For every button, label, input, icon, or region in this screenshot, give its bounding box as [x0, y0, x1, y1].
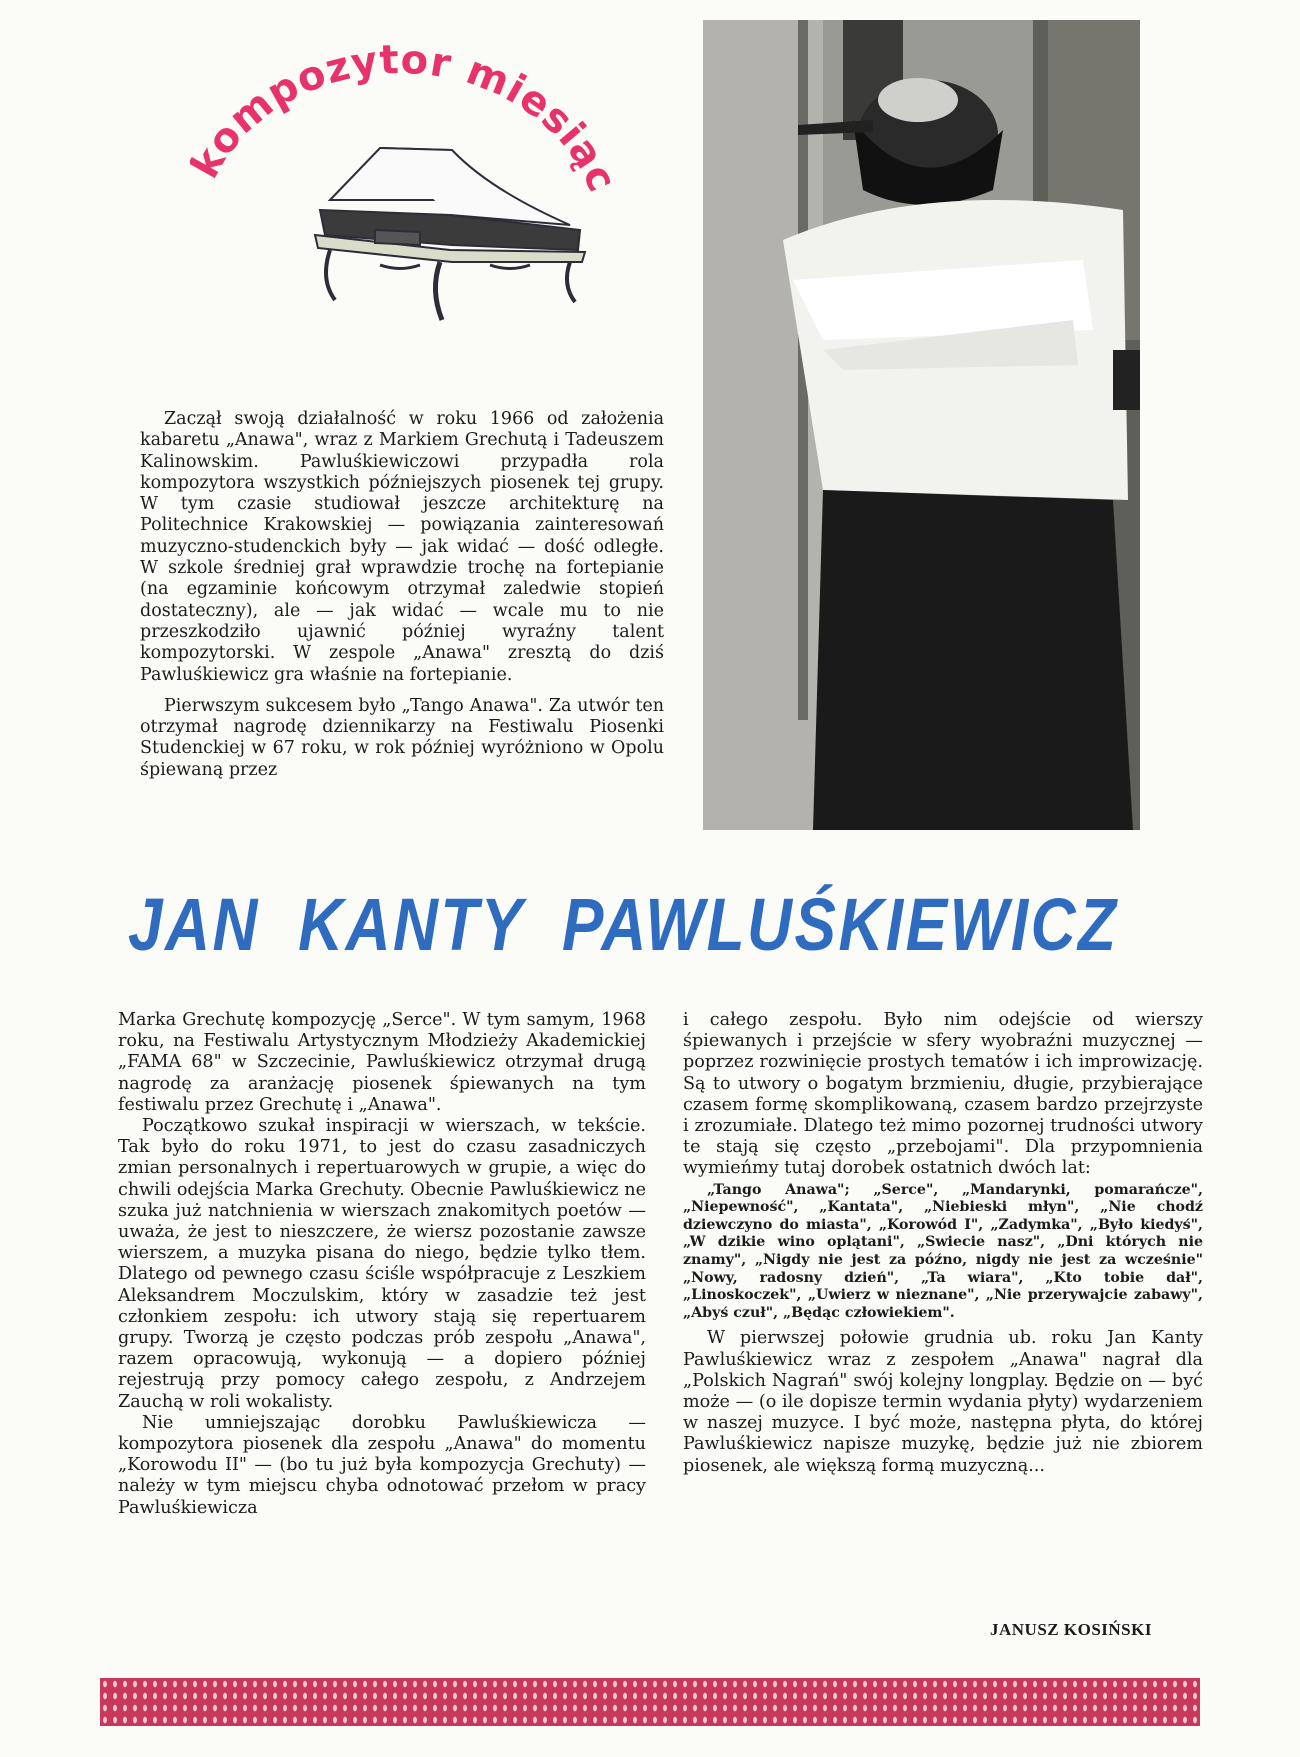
right-column	[683, 1010, 1203, 1477]
author-signature: JANUSZ KOSIŃSKI	[990, 1620, 1152, 1639]
body-paragraph: Początkowo szukał inspiracji w wierszach, w tekście. Tak było do roku 1971, to jest do czasu zasadniczych zmian personalnych i repertuarowych w grupie, a więc do chwili odejścia Marka Grechuty. Obecnie Pawluśkiewicz ne szuka już natchnienia w wierszach znakomitych poetów — uważa, że jest to nieszczere, że wiersz pozostanie zawsze wierszem, a muzyka pisana do niego, będzie tylko tłem. Dlatego od pewnego czasu ściśle współpracuje z Leszkiem Aleksandrem Moczulskim, który w zasadzie też jest członkiem zespołu: ich utwory stają się repertuarem grupy. Tworzą je często podczas prób zespołu „Anawa", razem opracowują, wykonują — a dopiero później rejestrują przy pomocy całego zespołu, z Andrzejem Zauchą w roli wokalisty.	[118, 1116, 646, 1412]
decorative-border	[100, 1678, 1200, 1726]
body-paragraph: i całego zespołu. Było nim odejście od wierszy śpiewanych i przejście w sfery wyobraźni muzycznej — poprzez rozwinięcie prostych tematów i ich improwizację. Są to utwory o bogatym brzmieniu, długie, przybierające czasem formę skomplikowaną, czasem bardzo przejrzyste i zrozumiałe. Dlatego też mimo pozornej trudności utwory te stają się często „przebojami". Dla przypomnienia wymieńmy tutaj dorobek ostatnich dwóch lat:	[683, 1010, 1203, 1179]
section-logo	[190, 40, 620, 330]
left-column	[118, 1010, 646, 1519]
harpsichord-illustration	[315, 148, 585, 320]
intro-paragraph: Pierwszym sukcesem było „Tango Anawa". Za utwór ten otrzymał nagrodę dziennikarzy na Festiwalu Piosenki Studenckiej w 67 roku, w rok później wyróżniono w Opolu śpiewaną przez	[140, 695, 664, 780]
body-paragraph: W pierwszej połowie grudnia ub. roku Jan Kanty Pawluśkiewicz wraz z zespołem „Anawa" nagrał dla „Polskich Nagrań" swój kolejny longplay. Będzie on — być może — (o ile dopisze termin wydania płyty) wydarzeniem w naszej muzyce. I być może, następna płyta, do której Pawluśkiewicz napisze muzykę, będzie już nie zbiorem piosenek, ale większą formą muzyczną...	[683, 1328, 1203, 1476]
body-paragraph: Marka Grechutę kompozycję „Serce". W tym samym, 1968 roku, na Festiwalu Artystycznym Młodzieży Akademickiej „FAMA 68" w Szczecinie, Pawluśkiewicz otrzymał drugą nagrodę za aranżację piosenek śpiewanych na tym festiwalu przez Grechutę i „Anawa".	[118, 1010, 646, 1115]
intro-paragraph: Zaczął swoją działalność w roku 1966 od założenia kabaretu „Anawa", wraz z Markiem Grechutą i Tadeuszem Kalinowskim. Pawluśkiewiczowi przypadła rola kompozytora wszystkich późniejszych piosenek tej grupy. W tym czasie studiował jeszcze architekturę na Politechnice Krakowskiej — powiązania zainteresowań muzyczno-studenckich były — jak widać — dość odległe. W szkole średniej grał wprawdzie trochę na fortepianie (na egzaminie końcowym otrzymał zaledwie stopień dostateczny), ale — jak widać — wcale mu to nie przeszkodziło ujawnić później wyraźny talent kompozytorski. W zespole „Anawa" zresztą do dziś Pawluśkiewicz gra właśnie na fortepianie.	[140, 409, 664, 685]
intro-column	[140, 409, 664, 781]
portrait-photo-graphic	[703, 20, 1140, 830]
portrait-photo	[703, 20, 1140, 830]
article-title: JAN KANTY PAWLUŚKIEWICZ	[128, 883, 1119, 966]
harpsichord-logo-graphic	[190, 40, 620, 330]
body-paragraph: Nie umniejszając dorobku Pawluśkiewicza — kompozytora piosenek dla zespołu „Anawa" do momentu „Korowodu II" — (bo tu już była kompozycja Grechuty) — należy w tym miejscu chyba odnotować przełom w pracy Pawluśkiewicza	[118, 1412, 646, 1518]
section-title: ompozytor miesią	[198, 40, 613, 178]
song-list: „Tango Anawa"; „Serce", „Mandarynki, pomarańcze", „Niepewność", „Kantata", „Niebieski młyn", „Nie chodź dziewczyno do miasta", „Korowód I", „Zadymka", „Było kiedyś", „W dzikie wino oplątani", „Swiecie nasz", „Dni których nie znamy", „Nigdy nie jest za późno, nigdy nie jest za wcześnie" „Nowy, radosny dzień", „Ta wiara", „Kto tobie dał", „Linoskoczek", „Uwierz w nieznane", „Nie przerywajcie zabawy", „Abyś czuł", „Będąc człowiekiem".	[683, 1181, 1203, 1321]
